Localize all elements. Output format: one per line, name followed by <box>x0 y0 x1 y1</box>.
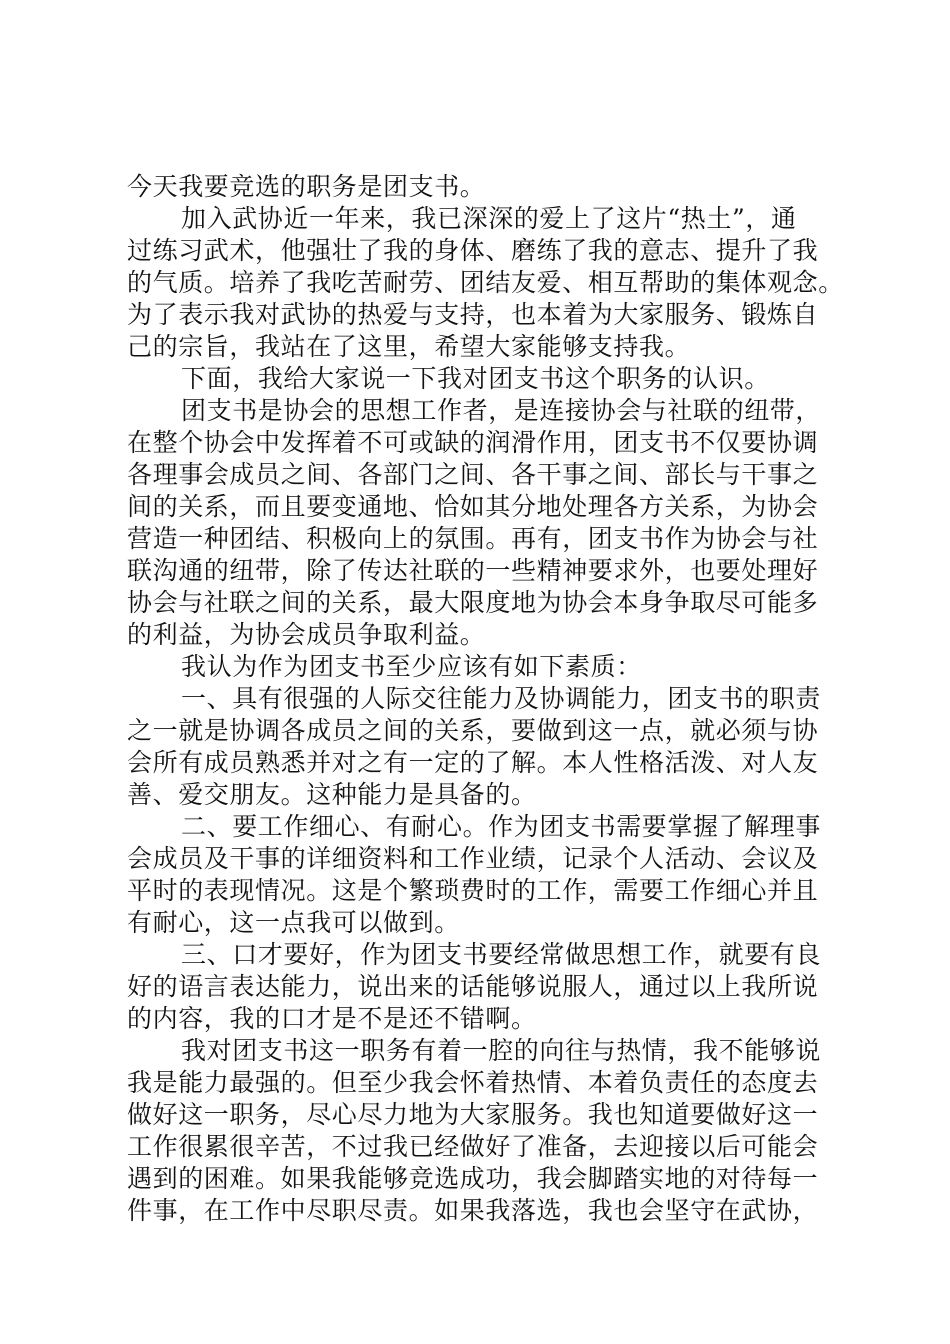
text-line: 过练习武术，他强壮了我的身体、磨练了我的意志、提升了我 <box>127 236 819 265</box>
text-line: 之一就是协调各成员之间的关系，要做到这一点，就必须与协 <box>127 716 819 745</box>
text-line: 的内容，我的口才是不是还不错啊。 <box>127 1004 537 1033</box>
text-line: 己的宗旨，我站在了这里，希望大家能够支持我。 <box>127 332 691 361</box>
text-line: 联沟通的纽带，除了传达社联的一些精神要求外，也要处理好 <box>127 556 819 585</box>
text-line: 我是能力最强的。但至少我会怀着热情、本着负责任的态度去 <box>127 1068 819 1097</box>
text-line: 下面，我给大家说一下我对团支书这个职务的认识。 <box>181 364 770 393</box>
document-body <box>127 171 847 1227</box>
text-line: 在整个协会中发挥着不可或缺的润滑作用，团支书不仅要协调 <box>127 428 819 457</box>
text-line: 的气质。培养了我吃苦耐劳、团结友爱、相互帮助的集体观念。 <box>127 268 844 297</box>
text-line: 会所有成员熟悉并对之有一定的了解。本人性格活泼、对人友 <box>127 748 819 777</box>
text-line: 各理事会成员之间、各部门之间、各干事之间、部长与干事之 <box>127 460 819 489</box>
text-line: 件事，在工作中尽职尽责。如果我落选，我也会坚守在武协， <box>127 1196 819 1225</box>
text-line: 工作很累很辛苦，不过我已经做好了准备，去迎接以后可能会 <box>127 1132 819 1161</box>
text-line: 协会与社联之间的关系，最大限度地为协会本身争取尽可能多 <box>127 588 819 617</box>
text-line: 三、口才要好，作为团支书要经常做思想工作，就要有良 <box>181 940 822 969</box>
text-line: 平时的表现情况。这是个繁琐费时的工作，需要工作细心并且 <box>127 876 819 905</box>
text-line: 间的关系，而且要变通地、恰如其分地处理各方关系，为协会 <box>127 492 819 521</box>
text-line: 营造一种团结、积极向上的氛围。再有，团支书作为协会与社 <box>127 524 819 553</box>
text-line: 加入武协近一年来，我已深深的爱上了这片“热土”，通 <box>181 204 797 233</box>
text-line: 有耐心，这一点我可以做到。 <box>127 908 460 937</box>
text-line: 我认为作为团支书至少应该有如下素质： <box>181 652 642 681</box>
text-line: 为了表示我对武协的热爱与支持，也本着为大家服务、锻炼自 <box>127 300 819 329</box>
text-line: 遇到的困难。如果我能够竞选成功，我会脚踏实地的对待每一 <box>127 1164 819 1193</box>
text-line: 我对团支书这一职务有着一腔的向往与热情，我不能够说 <box>181 1036 822 1065</box>
text-line: 的利益，为协会成员争取利益。 <box>127 620 486 649</box>
text-line: 做好这一职务，尽心尽力地为大家服务。我也知道要做好这一 <box>127 1100 819 1129</box>
text-line: 二、要工作细心、有耐心。作为团支书需要掌握了解理事 <box>181 812 822 841</box>
text-line: 善、爱交朋友。这种能力是具备的。 <box>127 780 537 809</box>
text-line: 会成员及干事的详细资料和工作业绩，记录个人活动、会议及 <box>127 844 819 873</box>
text-line: 今天我要竞选的职务是团支书。 <box>127 172 486 201</box>
text-line: 一、具有很强的人际交往能力及协调能力，团支书的职责 <box>181 684 822 713</box>
text-line: 团支书是协会的思想工作者，是连接协会与社联的纽带， <box>181 396 822 425</box>
text-line: 好的语言表达能力，说出来的话能够说服人，通过以上我所说 <box>127 972 819 1001</box>
